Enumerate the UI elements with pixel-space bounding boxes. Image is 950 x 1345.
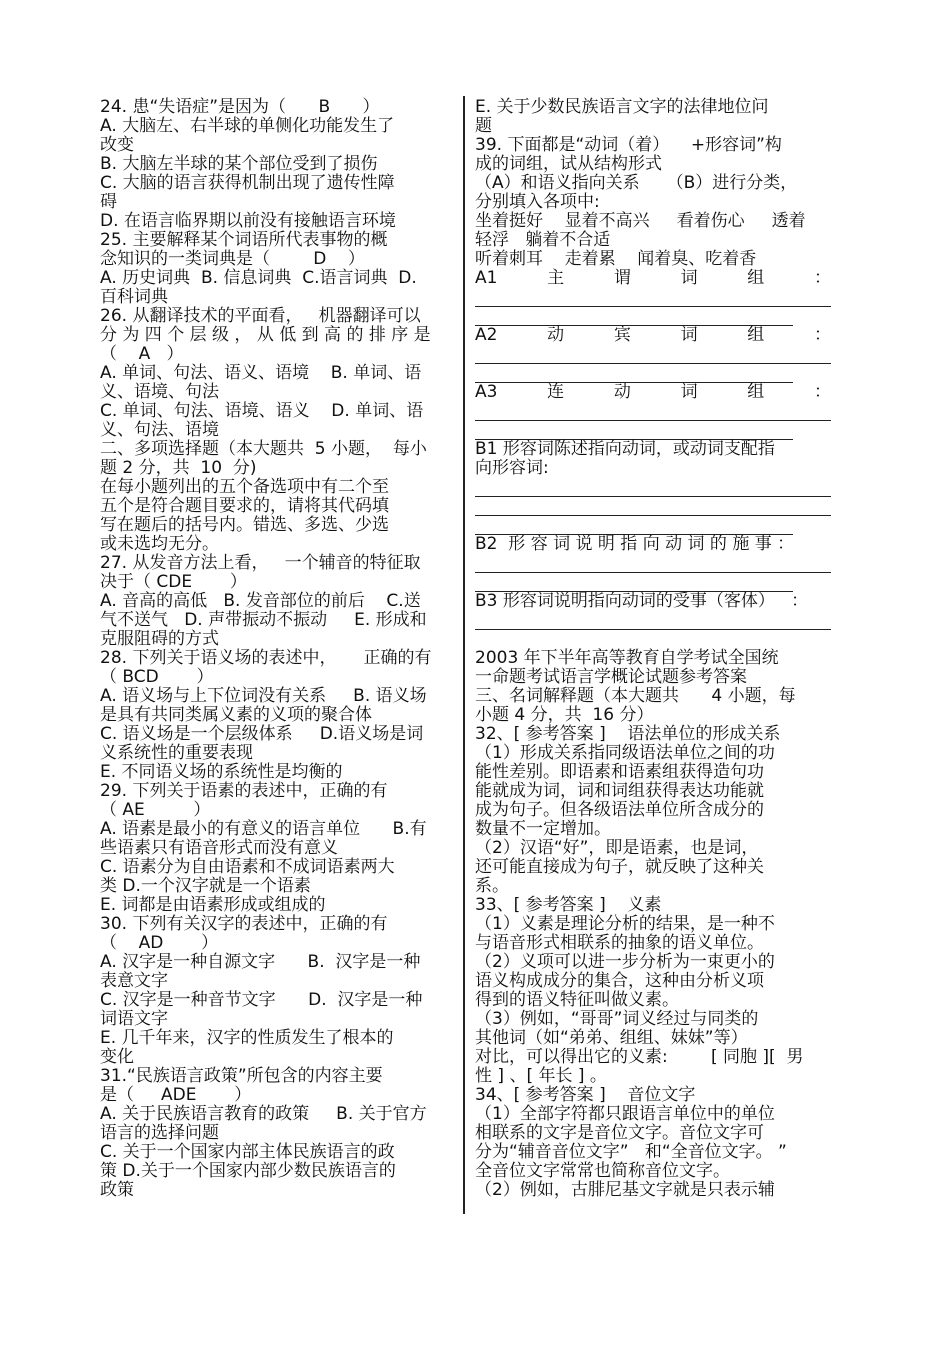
text-line: C. 语素分为自由语素和不成词语素两大	[100, 857, 395, 877]
question-39	[475, 98, 831, 269]
text-line: E. 关于少数民族语言文字的法律地位问	[475, 97, 769, 117]
text-line: 词语文字	[100, 1009, 168, 1029]
text-line: 是（ ADE ）	[100, 1085, 252, 1105]
text-line: （1）义素是理论分析的结果，是一种不	[475, 914, 775, 934]
text-line: C. 关于一个国家内部主体民族语言的政	[100, 1142, 395, 1162]
text-line: 一命题考试语言学概论试题参考答案	[475, 667, 747, 687]
text-line: 分别填入各项中:	[475, 192, 600, 212]
text-line: 语言的选择问题	[100, 1123, 219, 1143]
text-line: （3）例如，“哥哥”词义经过与同类的	[475, 1009, 759, 1029]
text-line: E. 几千年来，汉字的性质发生了根本的	[100, 1028, 394, 1048]
text-line: 小题 4 分，共 16 分）	[475, 705, 654, 725]
text-line: 24. 患“失语症”是因为（ B ）	[100, 97, 380, 117]
text-line: 性 ] 、[ 年长 ] 。	[475, 1066, 607, 1086]
text-line: 30. 下列有关汉字的表述中，正确的有	[100, 914, 388, 934]
label-text: A1	[475, 268, 498, 288]
answer-key	[475, 649, 831, 1200]
text-line: C. 单词、句法、语境、语义 D. 单词、语	[100, 401, 424, 421]
text-line: 变化	[100, 1047, 134, 1067]
text-line: （2）例如，古腓尼基文字就是只表示辅	[475, 1180, 775, 1200]
text-line: A. 汉字是一种自源文字 B. 汉字是一种	[100, 952, 421, 972]
text-line: 成为句子。但各级语法单位所含成分的	[475, 800, 764, 820]
text-line: C. 语义场是一个层级体系 D.语义场是词	[100, 724, 424, 744]
text-line: 决于（ CDE ）	[100, 572, 247, 592]
text-line: 27. 从发音方法上看， 一个辅音的特征取	[100, 553, 421, 573]
text-line: A. 大脑左、右半球的单侧化功能发生了	[100, 116, 395, 136]
text-line: 在每小题列出的五个备选项中有二个至	[100, 477, 389, 497]
answer-blank-line	[475, 288, 831, 307]
right-column	[475, 98, 831, 1200]
text-line: 策 D.关于一个国家内部少数民族语言的	[100, 1161, 396, 1181]
text-line: 数量不一定增加。	[475, 819, 611, 839]
text-line: 25. 主要解释某个词语所代表事物的概	[100, 230, 388, 250]
answer-label-a1	[475, 269, 831, 288]
text-line: E. 词都是由语素形成或组成的	[100, 895, 326, 915]
label-text: 动	[547, 325, 565, 345]
text-line: 类 D.一个汉字就是一个语素	[100, 876, 311, 896]
text-line: 能性差别。即语素和语素组获得造句功	[475, 762, 764, 782]
answer-label-a2	[475, 326, 831, 345]
text-line: 三、名词解释题（本大题共 4 小题，每	[475, 686, 796, 706]
text-line: 改变	[100, 135, 134, 155]
text-line: 39. 下面都是“动词（着） +形容词”构	[475, 135, 782, 155]
label-text: 组	[747, 382, 765, 402]
spacer	[475, 630, 831, 649]
label-text: A3	[475, 382, 498, 402]
text-line: 坐着挺好 显着不高兴 看着伤心 透着	[475, 211, 806, 231]
text-line: B. 大脑左半球的某个部位受到了损伤	[100, 154, 378, 174]
text-line: A. 语义场与上下位词没有关系 B. 语义场	[100, 686, 427, 706]
label-text: 词	[680, 325, 698, 345]
text-line: A. 语素是最小的有意义的语言单位 B.有	[100, 819, 427, 839]
answer-blank-line	[475, 345, 831, 364]
text-line: 系。	[475, 876, 509, 896]
text-line: （ AD ）	[100, 933, 219, 953]
answer-blank-line	[475, 421, 793, 440]
text-line: 轻浮 躺着不合适	[475, 230, 611, 250]
text-line: 义系统性的重要表现	[100, 743, 253, 763]
text-line: （ BCD ）	[100, 667, 214, 687]
text-line: 全音位文字常常也简称音位文字。	[475, 1161, 730, 1181]
label-text: ：	[813, 268, 831, 288]
text-line: 31.“民族语言政策”所包含的内容主要	[100, 1066, 383, 1086]
text-line: A. 音高的高低 B. 发音部位的前后 C.送	[100, 591, 421, 611]
text-line: （A）和语义指向关系 （B）进行分类，	[475, 173, 798, 193]
answer-blank-line	[475, 573, 793, 592]
text-line: 是具有共同类属义素的义项的聚合体	[100, 705, 372, 725]
left-column	[100, 98, 456, 1200]
text-line: 题 2 分，共 10 分)	[100, 458, 257, 478]
column-divider	[463, 96, 465, 1214]
text-line: （1）形成关系指同级语法单位之间的功	[475, 743, 775, 763]
text-line: 百科词典	[100, 287, 168, 307]
label-text: A2	[475, 325, 498, 345]
answer-blank-line	[475, 497, 831, 516]
answer-blank-line	[475, 478, 831, 497]
text-line: 分为“辅音音位文字” 和“全音位文字。 ”	[475, 1142, 787, 1162]
text-line: 还可能直接成为句子，就反映了这种关	[475, 857, 764, 877]
text-line: 或未选均无分。	[100, 534, 219, 554]
text-line: 与语音形式相联系的抽象的语义单位。	[475, 933, 764, 953]
text-line: A. 关于民族语言教育的政策 B. 关于官方	[100, 1104, 427, 1124]
text-line: 语义构成成分的集合，这种由分析义项	[475, 971, 764, 991]
text-line: （ A ）	[100, 344, 184, 364]
text-line: C. 大脑的语言获得机制出现了遗传性障	[100, 173, 395, 193]
label-text: 宾	[613, 325, 631, 345]
text-line: 得到的语义特征叫做义素。	[475, 990, 679, 1010]
label-text: ：	[813, 325, 831, 345]
text-line: 克服阻碍的方式	[100, 629, 219, 649]
label-text: ：	[813, 382, 831, 402]
text-line: 33、[ 参考答案 ] 义素	[475, 895, 662, 915]
text-line: 写在题后的括号内。错选、多选、少选	[100, 515, 389, 535]
label-text: 词	[680, 268, 698, 288]
text-line: 二、多项选择题（本大题共 5 小题， 每小	[100, 439, 427, 459]
answer-blank-line	[475, 364, 793, 383]
answer-blank-line	[475, 516, 793, 535]
text-line: 义、句法、语境	[100, 420, 219, 440]
answer-blank-line	[475, 307, 793, 326]
answer-blank-line	[475, 611, 831, 630]
answer-label-a3	[475, 383, 831, 402]
text-line: 碍	[100, 192, 117, 212]
label-text: 连	[547, 382, 565, 402]
text-line: 对比，可以得出它的义素: [ 同胞 ][ 男	[475, 1047, 804, 1067]
text-line: 些语素只有语音形式而没有意义	[100, 838, 338, 858]
text-line: 32、[ 参考答案 ] 语法单位的形成关系	[475, 724, 781, 744]
label-text: 组	[747, 325, 765, 345]
text-line: 28. 下列关于语义场的表述中， 正确的有	[100, 648, 432, 668]
text-line: D. 在语言临界期以前没有接触语言环境	[100, 211, 396, 231]
text-line: 相联系的文字是音位文字。音位文字可	[475, 1123, 764, 1143]
text-line: （2）汉语“好”，即是语素，也是词，	[475, 838, 759, 858]
text-line: 五个是符合题目要求的，请将其代码填	[100, 496, 389, 516]
answer-label-b1: 向形容词:	[475, 458, 549, 478]
answer-blank-line	[475, 402, 831, 421]
text-line: 题	[475, 116, 492, 136]
answer-label-b2: B2 形 容 词 说 明 指 向 动 词 的 施 事 ：	[475, 534, 795, 554]
text-line: 26. 从翻译技术的平面看， 机器翻译可以	[100, 306, 421, 326]
text-line: 听着刺耳 走着累 闻着臭、吃着香	[475, 249, 757, 269]
text-line: 其他词（如“弟弟、组组、妹妹”等）	[475, 1028, 748, 1048]
text-line: E. 不同语义场的系统性是均衡的	[100, 762, 343, 782]
text-line: 念知识的一类词典是（ D ）	[100, 249, 365, 269]
label-text: 谓	[613, 268, 631, 288]
text-line: 2003 年下半年高等教育自学考试全国统	[475, 648, 779, 668]
label-text: 主	[547, 268, 565, 288]
label-text: 词	[680, 382, 698, 402]
text-line: 29. 下列关于语素的表述中，正确的有	[100, 781, 388, 801]
answer-blank-line	[475, 554, 831, 573]
text-line: A. 单词、句法、语义、语境 B. 单词、语	[100, 363, 422, 383]
text-line: （2）义项可以进一步分析为一束更小的	[475, 952, 775, 972]
text-line: （ AE ）	[100, 800, 211, 820]
answer-label-b3: B3 形容词说明指向动词的受事（客体） ：	[475, 591, 809, 611]
text-line: 分 为 四 个 层 级 ， 从 低 到 高 的 排 序 是	[100, 325, 431, 345]
text-line: 成的词组，试从结构形式	[475, 154, 662, 174]
text-line: 表意文字	[100, 971, 168, 991]
text-line: 能就成为词，词和词组获得表达功能就	[475, 781, 764, 801]
text-line: 气不送气 D. 声带振动不振动 E. 形成和	[100, 610, 427, 630]
text-line: A. 历史词典 B. 信息词典 C.语言词典 D.	[100, 268, 417, 288]
text-line: 政策	[100, 1180, 134, 1200]
text-line: （1）全部字符都只跟语言单位中的单位	[475, 1104, 775, 1124]
label-text: 动	[613, 382, 631, 402]
text-line: 义、语境、句法	[100, 382, 219, 402]
answer-label-b1: B1 形容词陈述指向动词，或动词支配指	[475, 439, 775, 459]
label-text: 组	[747, 268, 765, 288]
text-line: 34、[ 参考答案 ] 音位文字	[475, 1085, 696, 1105]
text-line: C. 汉字是一种音节文字 D. 汉字是一种	[100, 990, 423, 1010]
